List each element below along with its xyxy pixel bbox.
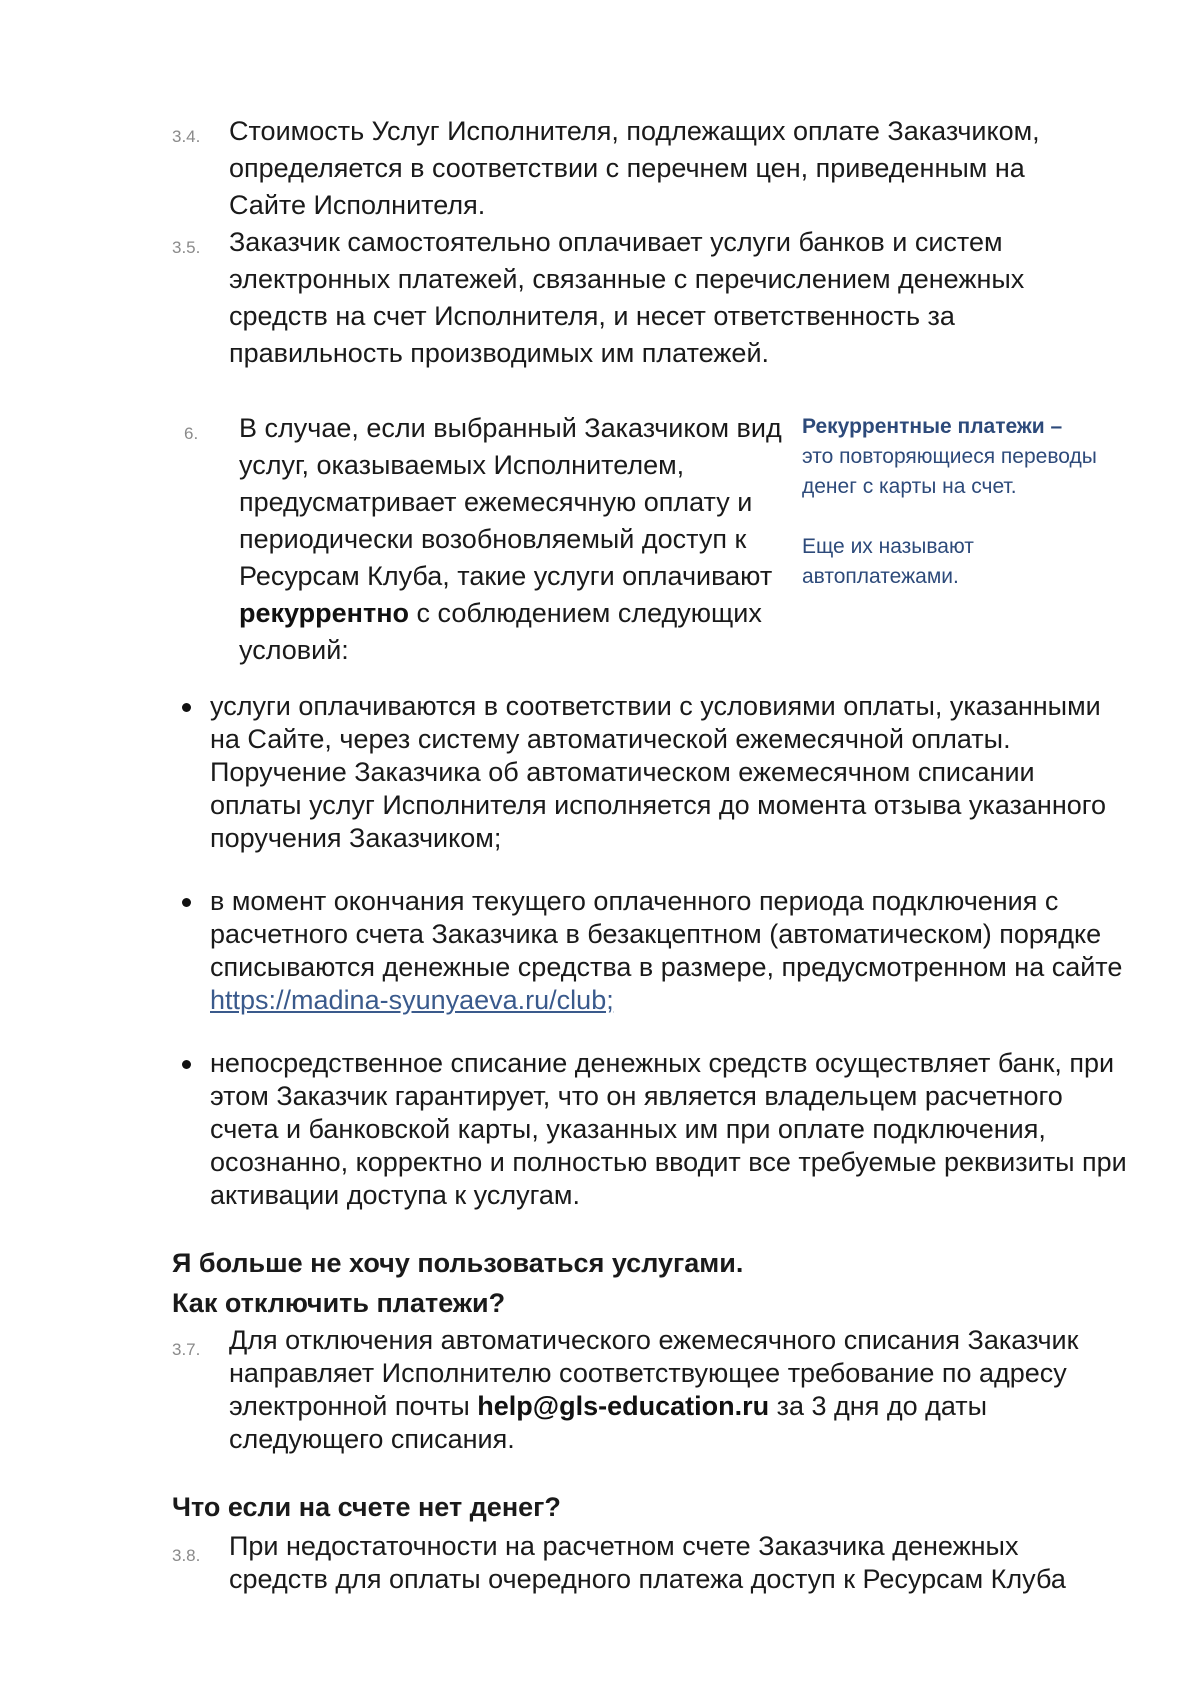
- clause-6: В случае, если выбранный Заказчиком вид услуг, оказываемых Исполнителем, предусматривает ежемесячную оплату и периодически возобновляемый доступ к Ресурсам Клуба, такие услуги оплачивают рекуррентно с соблюдением следующих условий:: [239, 413, 782, 665]
- clause-number: 3.5.: [172, 238, 201, 257]
- bold-term: рекуррентно: [239, 598, 410, 628]
- bullet-icon: [182, 1060, 191, 1069]
- clause-number: 6.: [184, 424, 199, 443]
- section-heading: Как отключить платежи?: [172, 1288, 506, 1318]
- clause-number: 3.7.: [172, 1340, 201, 1359]
- side-note-body: это повторяющиеся переводы денег с карты на счет.: [802, 445, 1097, 498]
- club-link[interactable]: https://madina-syunyaeva.ru/club;: [210, 985, 614, 1015]
- bullet-icon: [182, 703, 191, 712]
- side-note-extra: Еще их называют автоплатежами.: [802, 535, 974, 588]
- clause-3-7: Для отключения автоматического ежемесячного списания Заказчик направляет Исполнителю соответствующее требование по адресу электронной почты help@gls-education.ru за 3 дня до даты следующего списания.: [229, 1325, 1079, 1454]
- bullet-list: [180, 690, 1130, 1242]
- clause-number: 3.8.: [172, 1546, 201, 1565]
- clause-3-5: Заказчик самостоятельно оплачивает услуги банков и систем электронных платежей, связанные с перечислением денежных средств на счет Исполнителя, и несет ответственность за правильность производимых им платежей.: [229, 227, 1025, 368]
- side-note: [802, 412, 1102, 592]
- clause-number: 3.4.: [172, 127, 201, 146]
- section-heading: Я больше не хочу пользоваться услугами.: [172, 1248, 744, 1278]
- bullet-icon: [182, 898, 191, 907]
- list-item: в момент окончания текущего оплаченного периода подключения с расчетного счета Заказчика в безакцептном (автоматическом) порядке списываются денежные средства в размере, предусмотренном на сайте https://madina-syunyaeva.ru/club;: [180, 885, 1130, 1017]
- list-item: непосредственное списание денежных средств осуществляет банк, при этом Заказчик гарантирует, что он является владельцем расчетного счета и банковской карты, указанных им при оплате подключения, осознанно, корректно и полностью вводит все требуемые реквизиты при активации доступа к услугам.: [180, 1047, 1130, 1212]
- side-note-title: Рекуррентные платежи –: [802, 415, 1063, 438]
- section-heading: Что если на счете нет денег?: [172, 1492, 561, 1522]
- clause-3-8: При недостаточности на расчетном счете Заказчика денежных средств для оплаты очередного платежа доступ к Ресурсам Клуба: [229, 1531, 1066, 1594]
- email-address: help@gls-education.ru: [477, 1391, 770, 1421]
- clause-3-4: Стоимость Услуг Исполнителя, подлежащих оплате Заказчиком, определяется в соответствии с перечнем цен, приведенным на Сайте Исполнителя.: [229, 116, 1040, 220]
- list-item: услуги оплачиваются в соответствии с условиями оплаты, указанными на Сайте, через систему автоматической ежемесячной оплаты. Поручение Заказчика об автоматическом ежемесячном списании оплаты услуг Исполнителя исполняется до момента отзыва указанного поручения Заказчиком;: [180, 690, 1130, 855]
